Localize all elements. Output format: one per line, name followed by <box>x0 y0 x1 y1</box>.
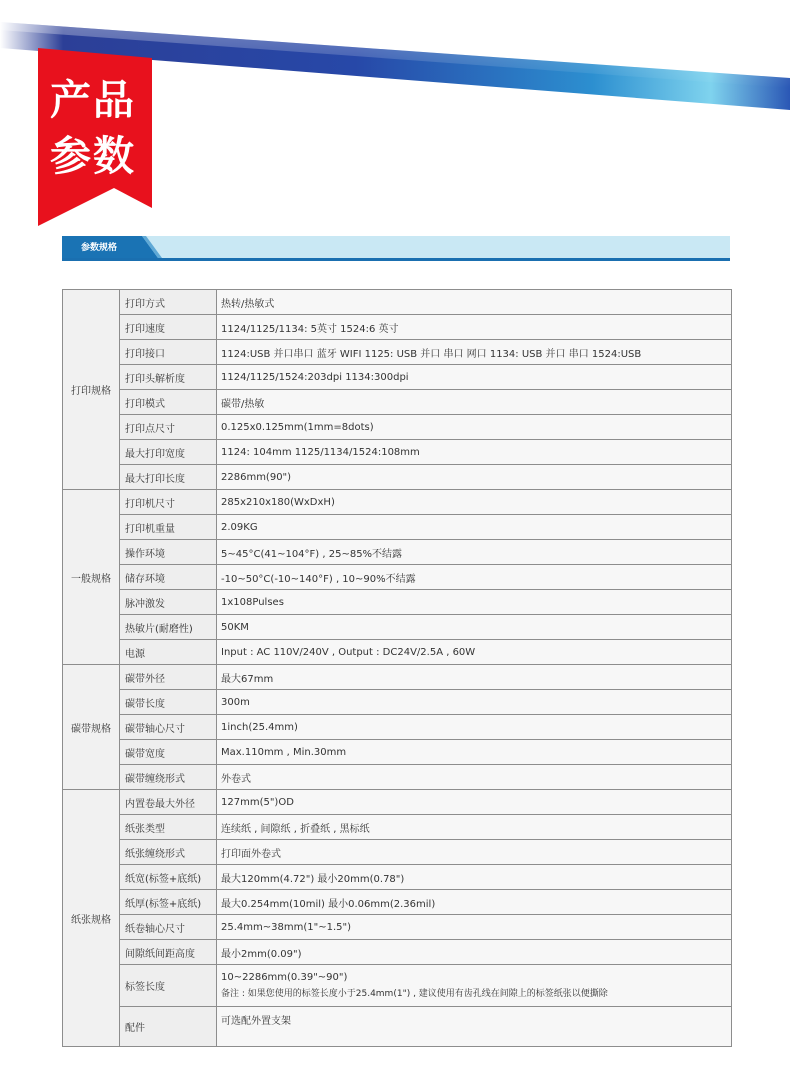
table-row <box>63 540 732 565</box>
row-label: 碳带轴心尺寸 <box>120 715 217 740</box>
ribbon-title <box>50 72 136 184</box>
row-label: 纸张缠绕形式 <box>120 840 217 865</box>
row-label: 最大打印长度 <box>120 465 217 490</box>
row-value: 打印面外卷式 <box>217 840 732 865</box>
row-value: 最大67mm <box>217 665 732 690</box>
row-label: 碳带长度 <box>120 690 217 715</box>
table-row <box>63 715 732 740</box>
row-label: 间隙纸间距高度 <box>120 940 217 965</box>
row-value-note: 备注 : 如果您使用的标签长度小于25.4mm(1") , 建议使用有齿孔线在间隙上的标签纸张以便撕除 <box>221 988 608 999</box>
row-value <box>217 965 732 1007</box>
row-label: 打印点尺寸 <box>120 415 217 440</box>
group-label-print: 打印规格 <box>63 290 120 490</box>
table-row <box>63 890 732 915</box>
table-row <box>63 565 732 590</box>
table-row <box>63 815 732 840</box>
row-value: 热转/热敏式 <box>217 290 732 315</box>
table-row <box>63 440 732 465</box>
row-value: 外卷式 <box>217 765 732 790</box>
ribbon-title-line1: 产品 <box>50 76 136 124</box>
row-value: 最大0.254mm(10mil) 最小0.06mm(2.36mil) <box>217 890 732 915</box>
table-row <box>63 390 732 415</box>
row-value: 1124/1125/1524:203dpi 1134:300dpi <box>217 365 732 390</box>
row-value: Input : AC 110V/240V , Output : DC24V/2.5A , 60W <box>217 640 732 665</box>
row-label: 电源 <box>120 640 217 665</box>
row-value-main: 10~2286mm(0.39"~90") <box>221 971 348 983</box>
row-value: Max.110mm , Min.30mm <box>217 740 732 765</box>
row-label: 打印模式 <box>120 390 217 415</box>
table-row <box>63 315 732 340</box>
row-label: 纸卷轴心尺寸 <box>120 915 217 940</box>
row-value: 最小2mm(0.09") <box>217 940 732 965</box>
row-value: -10~50°C(-10~140°F) , 10~90%不结露 <box>217 565 732 590</box>
row-label: 碳带外径 <box>120 665 217 690</box>
row-value: 2286mm(90") <box>217 465 732 490</box>
row-value: 50KM <box>217 615 732 640</box>
row-label: 脉冲激发 <box>120 590 217 615</box>
table-row <box>63 290 732 315</box>
row-label: 碳带缠绕形式 <box>120 765 217 790</box>
table-row <box>63 765 732 790</box>
row-label: 配件 <box>120 1007 217 1047</box>
table-row <box>63 465 732 490</box>
table-row <box>63 690 732 715</box>
table-row <box>63 640 732 665</box>
row-value: 5~45°C(41~104°F) , 25~85%不结露 <box>217 540 732 565</box>
table-row <box>63 1007 732 1047</box>
row-label: 内置卷最大外径 <box>120 790 217 815</box>
table-row <box>63 865 732 890</box>
table-row <box>63 615 732 640</box>
row-label: 打印方式 <box>120 290 217 315</box>
row-value: 1124/1125/1134: 5英寸 1524:6 英寸 <box>217 315 732 340</box>
row-label: 纸宽(标签+底纸) <box>120 865 217 890</box>
table-row <box>63 915 732 940</box>
row-label: 纸张类型 <box>120 815 217 840</box>
ribbon-title-line2: 参数 <box>50 132 136 180</box>
row-label: 热敏片(耐磨性) <box>120 615 217 640</box>
row-label: 打印机重量 <box>120 515 217 540</box>
spec-table <box>62 289 732 1047</box>
row-label: 标签长度 <box>120 965 217 1007</box>
row-value: 2.09KG <box>217 515 732 540</box>
row-value: 1x108Pulses <box>217 590 732 615</box>
table-row <box>63 515 732 540</box>
table-row <box>63 590 732 615</box>
table-row <box>63 740 732 765</box>
row-value: 285x210x180(WxDxH) <box>217 490 732 515</box>
row-value: 可选配外置支架 <box>217 1007 732 1047</box>
table-row <box>63 840 732 865</box>
table-row <box>63 790 732 815</box>
row-value: 连续纸 , 间隙纸 , 折叠纸 , 黑标纸 <box>217 815 732 840</box>
row-value: 最大120mm(4.72") 最小20mm(0.78") <box>217 865 732 890</box>
group-label-paper: 纸张规格 <box>63 790 120 1047</box>
row-label: 储存环境 <box>120 565 217 590</box>
row-label: 最大打印宽度 <box>120 440 217 465</box>
group-label-general: 一般规格 <box>63 490 120 665</box>
row-label: 碳带宽度 <box>120 740 217 765</box>
table-row <box>63 665 732 690</box>
row-value: 1124: 104mm 1125/1134/1524:108mm <box>217 440 732 465</box>
row-label: 打印机尺寸 <box>120 490 217 515</box>
row-label: 打印头解析度 <box>120 365 217 390</box>
row-label: 打印速度 <box>120 315 217 340</box>
row-value: 300m <box>217 690 732 715</box>
group-label-ribbon: 碳带规格 <box>63 665 120 790</box>
row-value: 1124:USB 并口串口 蓝牙 WIFI 1125: USB 并口 串口 网口 1134: USB 并口 串口 1524:USB <box>217 340 732 365</box>
row-label: 打印接口 <box>120 340 217 365</box>
row-value: 0.125x0.125mm(1mm=8dots) <box>217 415 732 440</box>
row-value: 127mm(5")OD <box>217 790 732 815</box>
row-value: 1inch(25.4mm) <box>217 715 732 740</box>
row-label: 操作环境 <box>120 540 217 565</box>
section-header-bar <box>62 236 730 261</box>
row-value: 25.4mm~38mm(1"~1.5") <box>217 915 732 940</box>
table-row <box>63 965 732 1007</box>
table-row <box>63 940 732 965</box>
row-value: 碳带/热敏 <box>217 390 732 415</box>
row-label: 纸厚(标签+底纸) <box>120 890 217 915</box>
table-row <box>63 490 732 515</box>
table-row <box>63 415 732 440</box>
section-title: 参数规格 <box>81 243 118 253</box>
table-row <box>63 340 732 365</box>
table-row <box>63 365 732 390</box>
